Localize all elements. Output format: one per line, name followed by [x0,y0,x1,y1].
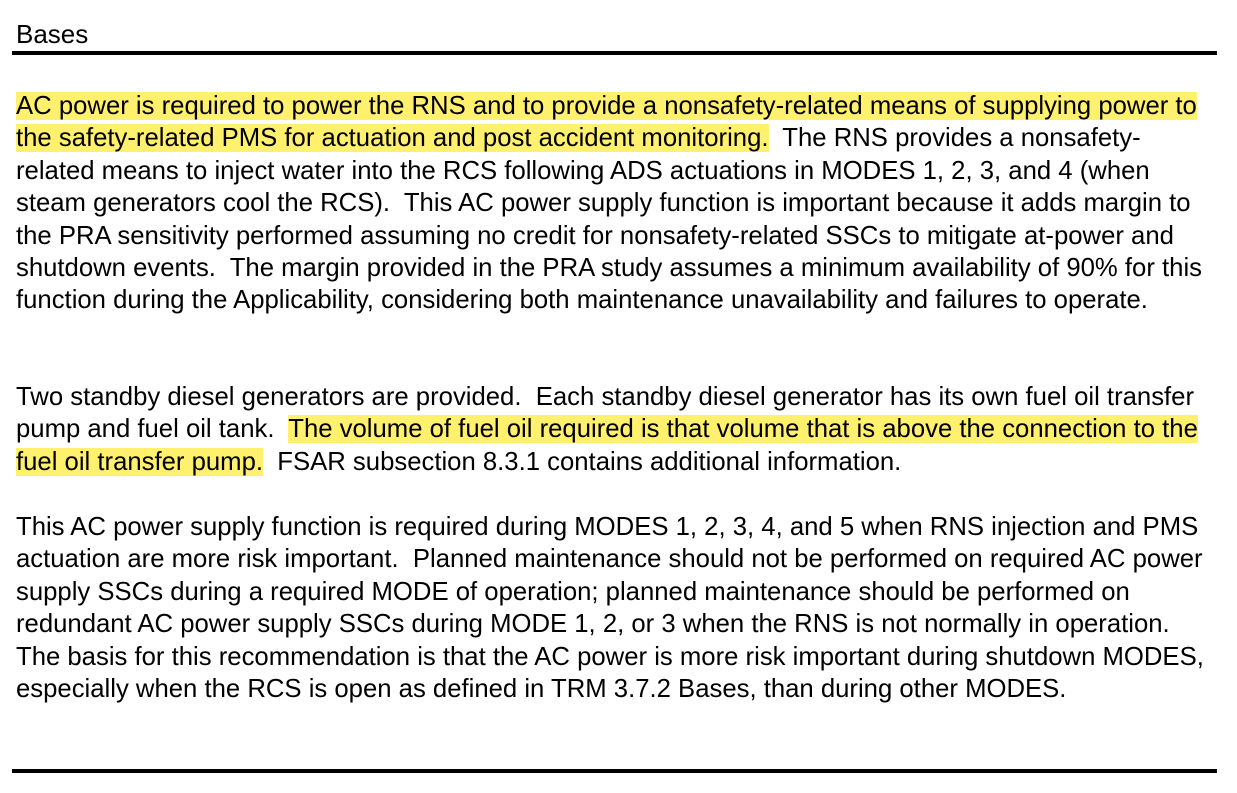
paragraph-text: FSAR subsection 8.3.1 contains additional information. [263,447,902,476]
paragraph-text: This AC power supply function is required during MODES 1, 2, 3, 4, and 5 when RNS injection and PMS actuation are more risk important. Planned maintenance should not be performed on required AC power supply SSCs during a required MODE of operation; planned maintenance should be performed on redundant AC power supply SSCs during MODE 1, 2, or 3 when the RNS is not normally in operation. The basis for this recommendation is that the AC power is more risk important during shutdown MODES, especially when the RCS is open as defined in TRM 3.7.2 Bases, than during other MODES. [16,513,1211,704]
paragraph-text: The RNS provides a nonsafety-related means to inject water into the RCS following ADS actuations in MODES 1, 2, 3, and 4 (when steam generators cool the RCS). This AC power supply function is important because it adds margin to the PRA sensitivity performed assuming no credit for nonsafety-related SSCs to mitigate at-power and shutdown events. The margin provided in the PRA study assumes a minimum availability of 90% for this function during the Applicability, considering both maintenance unavailability and failures to operate. [16,124,1210,315]
paragraph-ac-power-requirement [16,90,1216,317]
section-heading: Bases [16,19,89,49]
document-page [16,0,1216,793]
paragraph-text: Two standby diesel generators are provided. Each standby diesel generator has its own fuel oil transfer pump and fuel oil tank. [16,383,1202,444]
highlighted-text: The volume of fuel oil required is that volume that is above the connection to the fuel oil transfer pump. [16,415,1198,476]
highlighted-text: AC power is required to power the RNS and to provide a nonsafety-related means of supplying power to the safety-related PMS for actuation and post accident monitoring. [16,92,1197,153]
paragraph-applicability [16,511,1216,705]
paragraph-diesel-generators [16,381,1216,478]
heading-rule [12,51,1217,55]
footer-rule [12,769,1217,773]
